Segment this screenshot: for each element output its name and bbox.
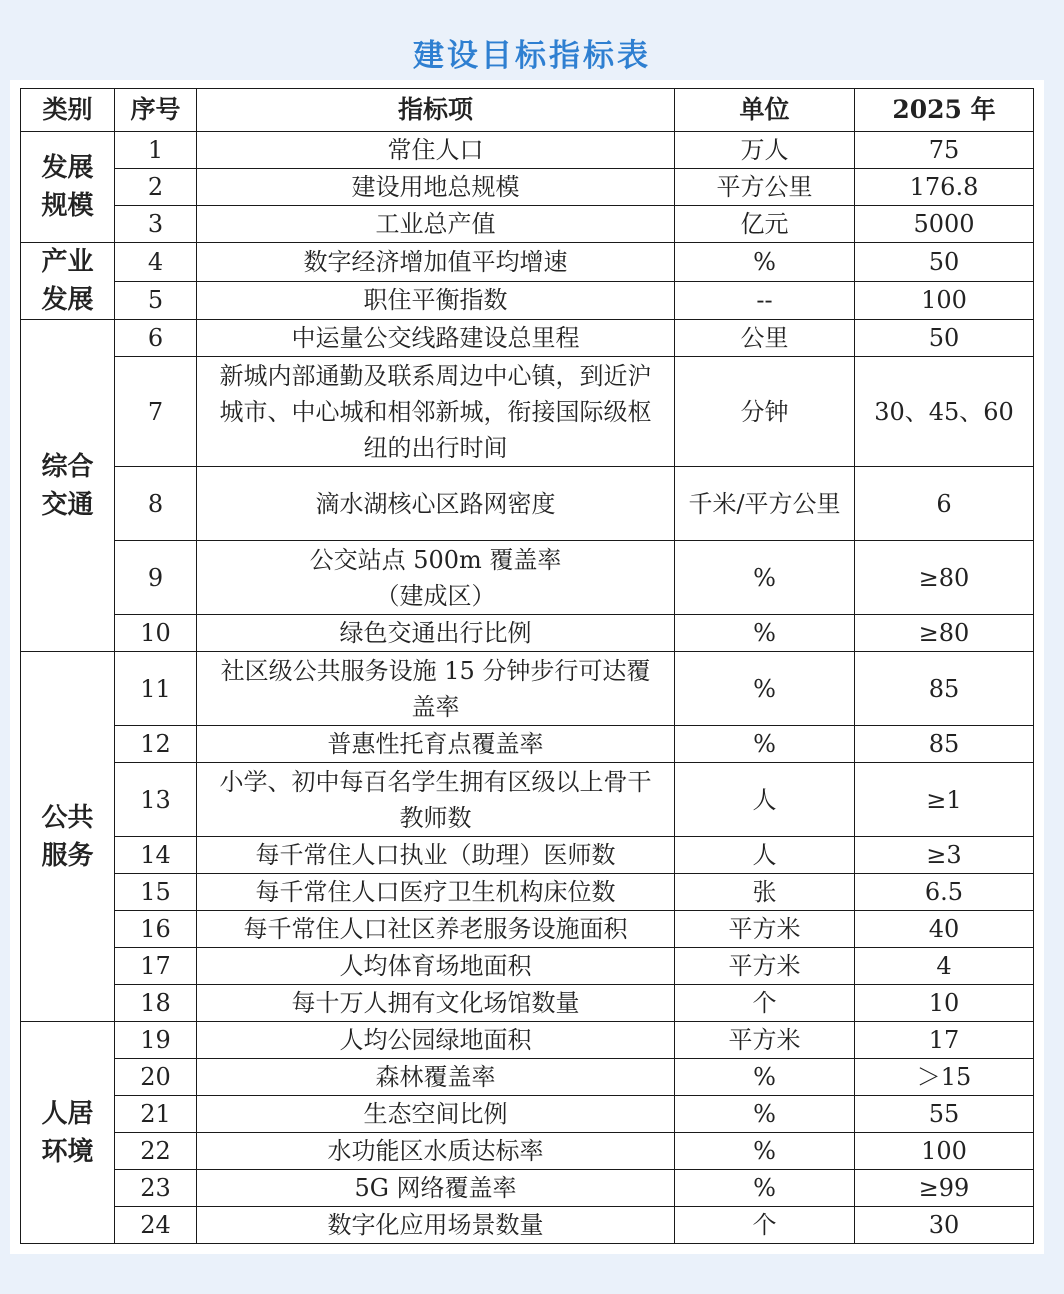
indicator-cell: 普惠性托育点覆盖率 <box>197 726 675 763</box>
table-row <box>21 763 1034 837</box>
target-value-cell: 85 <box>855 652 1034 726</box>
category-cell: 发展 规模 <box>21 132 115 243</box>
target-value-cell: 5000 <box>855 206 1034 243</box>
number-cell: 12 <box>115 726 197 763</box>
target-value-cell: 17 <box>855 1022 1034 1059</box>
indicator-cell: 数字经济增加值平均增速 <box>197 243 675 282</box>
number-cell: 20 <box>115 1059 197 1096</box>
header-unit: 单位 <box>675 89 855 132</box>
unit-cell: 亿元 <box>675 206 855 243</box>
number-cell: 22 <box>115 1133 197 1170</box>
number-cell: 11 <box>115 652 197 726</box>
number-cell: 21 <box>115 1096 197 1133</box>
number-cell: 9 <box>115 541 197 615</box>
target-value-cell: 10 <box>855 985 1034 1022</box>
indicator-table <box>20 88 1034 1244</box>
target-value-cell: 4 <box>855 948 1034 985</box>
indicator-cell: 每千常住人口医疗卫生机构床位数 <box>197 874 675 911</box>
indicator-cell: 公交站点 500m 覆盖率 （建成区） <box>197 541 675 615</box>
category-cell: 综合 交通 <box>21 320 115 652</box>
indicator-cell: 建设用地总规模 <box>197 169 675 206</box>
page-title: 建设目标指标表 <box>413 38 651 74</box>
table-row <box>21 911 1034 948</box>
table-row <box>21 467 1034 541</box>
unit-cell: 公里 <box>675 320 855 357</box>
indicator-cell: 新城内部通勤及联系周边中心镇，到近沪城市、中心城和相邻新城，衔接国际级枢纽的出行时间 <box>197 357 675 467</box>
category-cell: 公共 服务 <box>21 652 115 1022</box>
target-value-cell: ≥80 <box>855 615 1034 652</box>
table-row <box>21 837 1034 874</box>
number-cell: 19 <box>115 1022 197 1059</box>
number-cell: 13 <box>115 763 197 837</box>
indicator-cell: 职住平衡指数 <box>197 281 675 320</box>
table-row <box>21 874 1034 911</box>
indicator-cell: 人均公园绿地面积 <box>197 1022 675 1059</box>
table-row <box>21 948 1034 985</box>
target-value-cell: 6 <box>855 467 1034 541</box>
target-value-cell: ≥99 <box>855 1170 1034 1207</box>
indicator-cell: 绿色交通出行比例 <box>197 615 675 652</box>
table-row <box>21 243 1034 282</box>
number-cell: 4 <box>115 243 197 282</box>
indicator-cell: 每千常住人口社区养老服务设施面积 <box>197 911 675 948</box>
unit-cell: 千米/平方公里 <box>675 467 855 541</box>
unit-cell: 平方米 <box>675 911 855 948</box>
number-cell: 15 <box>115 874 197 911</box>
target-value-cell: 30、45、60 <box>855 357 1034 467</box>
unit-cell: 万人 <box>675 132 855 169</box>
indicator-cell: 人均体育场地面积 <box>197 948 675 985</box>
indicator-cell: 每十万人拥有文化场馆数量 <box>197 985 675 1022</box>
number-cell: 3 <box>115 206 197 243</box>
table-row <box>21 206 1034 243</box>
header-indicator: 指标项 <box>197 89 675 132</box>
number-cell: 14 <box>115 837 197 874</box>
table-row <box>21 1022 1034 1059</box>
unit-cell: 平方米 <box>675 948 855 985</box>
number-cell: 8 <box>115 467 197 541</box>
table-row <box>21 169 1034 206</box>
target-value-cell: 85 <box>855 726 1034 763</box>
unit-cell: % <box>675 726 855 763</box>
number-cell: 2 <box>115 169 197 206</box>
unit-cell: % <box>675 615 855 652</box>
target-value-cell: ＞15 <box>855 1059 1034 1096</box>
unit-cell: 张 <box>675 874 855 911</box>
category-cell: 产业 发展 <box>21 243 115 320</box>
number-cell: 5 <box>115 281 197 320</box>
unit-cell: 个 <box>675 985 855 1022</box>
unit-cell: 分钟 <box>675 357 855 467</box>
target-value-cell: 176.8 <box>855 169 1034 206</box>
unit-cell: 平方公里 <box>675 169 855 206</box>
target-value-cell: 50 <box>855 320 1034 357</box>
unit-cell: % <box>675 541 855 615</box>
number-cell: 18 <box>115 985 197 1022</box>
table-header-row <box>21 89 1034 132</box>
number-cell: 23 <box>115 1170 197 1207</box>
target-value-cell: 30 <box>855 1207 1034 1244</box>
indicator-cell: 生态空间比例 <box>197 1096 675 1133</box>
indicator-cell: 常住人口 <box>197 132 675 169</box>
number-cell: 10 <box>115 615 197 652</box>
table-row <box>21 1133 1034 1170</box>
header-category: 类别 <box>21 89 115 132</box>
target-value-cell: ≥1 <box>855 763 1034 837</box>
target-value-cell: 50 <box>855 243 1034 282</box>
unit-cell: % <box>675 652 855 726</box>
table-row <box>21 985 1034 1022</box>
unit-cell: 人 <box>675 763 855 837</box>
table-row <box>21 615 1034 652</box>
indicator-cell: 数字化应用场景数量 <box>197 1207 675 1244</box>
category-cell: 人居 环境 <box>21 1022 115 1244</box>
table-row <box>21 1096 1034 1133</box>
table-row <box>21 357 1034 467</box>
number-cell: 16 <box>115 911 197 948</box>
target-value-cell: ≥3 <box>855 837 1034 874</box>
header-number: 序号 <box>115 89 197 132</box>
number-cell: 24 <box>115 1207 197 1244</box>
header-target-2025: 2025 年 <box>855 89 1034 132</box>
table-row <box>21 541 1034 615</box>
indicator-cell: 滴水湖核心区路网密度 <box>197 467 675 541</box>
indicator-cell: 水功能区水质达标率 <box>197 1133 675 1170</box>
table-row <box>21 726 1034 763</box>
target-value-cell: 75 <box>855 132 1034 169</box>
unit-cell: -- <box>675 281 855 320</box>
unit-cell: % <box>675 1133 855 1170</box>
unit-cell: 人 <box>675 837 855 874</box>
unit-cell: % <box>675 1059 855 1096</box>
unit-cell: % <box>675 1096 855 1133</box>
table-row <box>21 132 1034 169</box>
unit-cell: 个 <box>675 1207 855 1244</box>
indicator-cell: 小学、初中每百名学生拥有区级以上骨干教师数 <box>197 763 675 837</box>
number-cell: 7 <box>115 357 197 467</box>
table-row <box>21 320 1034 357</box>
target-value-cell: 40 <box>855 911 1034 948</box>
target-value-cell: ≥80 <box>855 541 1034 615</box>
target-value-cell: 100 <box>855 281 1034 320</box>
target-value-cell: 100 <box>855 1133 1034 1170</box>
table-row <box>21 281 1034 320</box>
indicator-cell: 社区级公共服务设施 15 分钟步行可达覆盖率 <box>197 652 675 726</box>
indicator-cell: 工业总产值 <box>197 206 675 243</box>
table-row <box>21 1207 1034 1244</box>
unit-cell: % <box>675 243 855 282</box>
number-cell: 6 <box>115 320 197 357</box>
unit-cell: % <box>675 1170 855 1207</box>
target-value-cell: 6.5 <box>855 874 1034 911</box>
table-row <box>21 652 1034 726</box>
number-cell: 1 <box>115 132 197 169</box>
indicator-cell: 中运量公交线路建设总里程 <box>197 320 675 357</box>
number-cell: 17 <box>115 948 197 985</box>
indicator-cell: 森林覆盖率 <box>197 1059 675 1096</box>
table-body <box>21 132 1034 1244</box>
table-row <box>21 1170 1034 1207</box>
indicator-cell: 每千常住人口执业（助理）医师数 <box>197 837 675 874</box>
indicator-cell: 5G 网络覆盖率 <box>197 1170 675 1207</box>
target-value-cell: 55 <box>855 1096 1034 1133</box>
unit-cell: 平方米 <box>675 1022 855 1059</box>
table-row <box>21 1059 1034 1096</box>
